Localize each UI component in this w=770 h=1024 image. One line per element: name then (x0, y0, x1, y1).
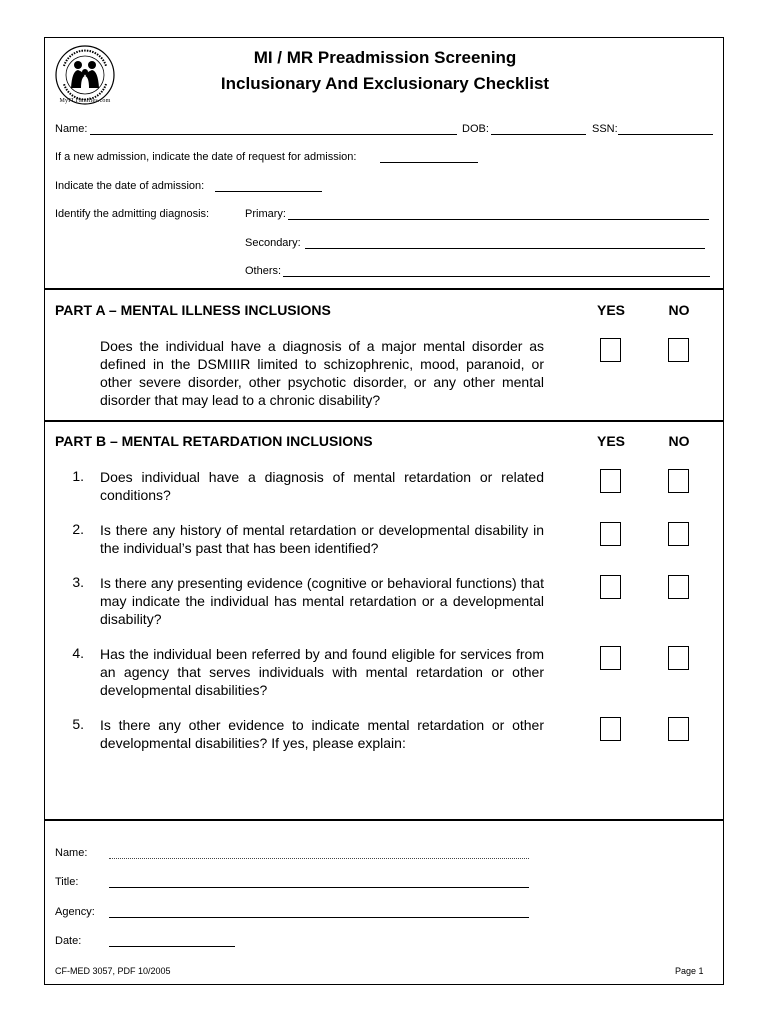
primary-diagnosis-field[interactable] (288, 219, 709, 220)
q4-no-checkbox[interactable] (668, 646, 689, 670)
q5-yes-checkbox[interactable] (600, 717, 621, 741)
section-divider (44, 288, 724, 290)
part-b-question-5: Is there any other evidence to indicate mental retardation or other developmental disabilities? If yes, please explain: (100, 717, 544, 751)
part-b-title: PART B – MENTAL RETARDATION INCLUSIONS (55, 433, 373, 449)
part-b-question-1: Does individual have a diagnosis of mental retardation or related conditions? (100, 469, 544, 503)
page-number: Page 1 (675, 966, 704, 976)
signer-title-field[interactable] (109, 887, 529, 888)
question-number: 2. (72, 521, 84, 537)
question-number: 1. (72, 468, 84, 484)
name-field[interactable] (90, 134, 457, 135)
agency-label: Agency: (55, 906, 95, 918)
signer-name-field[interactable] (109, 858, 529, 859)
q5-no-checkbox[interactable] (668, 717, 689, 741)
form-subtitle: Inclusionary And Exclusionary Checklist (220, 74, 550, 93)
dob-label: DOB: (462, 123, 489, 135)
part-a-no-header: NO (668, 302, 690, 318)
question-number: 3. (72, 574, 84, 590)
q2-yes-checkbox[interactable] (600, 522, 621, 546)
admission-date-label: Indicate the date of admission: (55, 180, 205, 192)
part-a-yes-checkbox[interactable] (600, 338, 621, 362)
request-date-label: If a new admission, indicate the date of request for admission: (55, 151, 357, 163)
signer-name-label: Name: (55, 847, 88, 859)
logo-caption: MyFLFamilies.com (59, 98, 111, 104)
ssn-label: SSN: (592, 123, 618, 135)
q1-yes-checkbox[interactable] (600, 469, 621, 493)
dob-field[interactable] (491, 134, 586, 135)
secondary-diagnosis-field[interactable] (305, 248, 705, 249)
admission-date-field[interactable] (215, 191, 322, 192)
others-label: Others: (245, 265, 282, 277)
other-diagnosis-field[interactable] (283, 276, 710, 277)
part-b-yes-header: YES (596, 433, 625, 449)
q3-yes-checkbox[interactable] (600, 575, 621, 599)
request-date-field[interactable] (380, 162, 478, 163)
signer-title-label: Title: (55, 876, 79, 888)
q4-yes-checkbox[interactable] (600, 646, 621, 670)
q3-no-checkbox[interactable] (668, 575, 689, 599)
part-b-question-2: Is there any history of mental retardation or developmental disability in the individual’s past that has been identified? (100, 522, 544, 556)
section-divider (44, 420, 724, 422)
q2-no-checkbox[interactable] (668, 522, 689, 546)
diagnosis-label: Identify the admitting diagnosis: (55, 208, 210, 220)
q1-no-checkbox[interactable] (668, 469, 689, 493)
form-id: CF-MED 3057, PDF 10/2005 (55, 966, 171, 976)
primary-label: Primary: (245, 208, 286, 220)
part-a-no-checkbox[interactable] (668, 338, 689, 362)
part-a-question: Does the individual have a diagnosis of a major mental disorder as defined in the DSMIIIR limited to schizophrenic, mood, paranoid, or other severe disorder, other psychotic disorder, or any other mental disorder that may lead to a chronic disability? (100, 338, 544, 408)
question-number: 4. (72, 645, 84, 661)
name-label: Name: (55, 123, 88, 135)
part-b-no-header: NO (668, 433, 690, 449)
ssn-field[interactable] (618, 134, 713, 135)
section-divider (44, 819, 724, 821)
part-b-question-4: Has the individual been referred by and found eligible for services from an agency that serves individuals with mental retardation or other developmental disabilities? (100, 646, 544, 698)
secondary-label: Secondary: (245, 237, 301, 249)
part-a-title: PART A – MENTAL ILLNESS INCLUSIONS (55, 302, 331, 318)
part-b-question-3: Is there any presenting evidence (cognitive or behavioral functions) that may indicate the individual has mental retardation or a developmental disability? (100, 575, 544, 627)
date-label: Date: (55, 935, 82, 947)
part-a-yes-header: YES (596, 302, 625, 318)
question-number: 5. (72, 716, 84, 732)
date-field[interactable] (109, 946, 235, 947)
agency-field[interactable] (109, 917, 529, 918)
form-title: MI / MR Preadmission Screening (253, 48, 517, 67)
